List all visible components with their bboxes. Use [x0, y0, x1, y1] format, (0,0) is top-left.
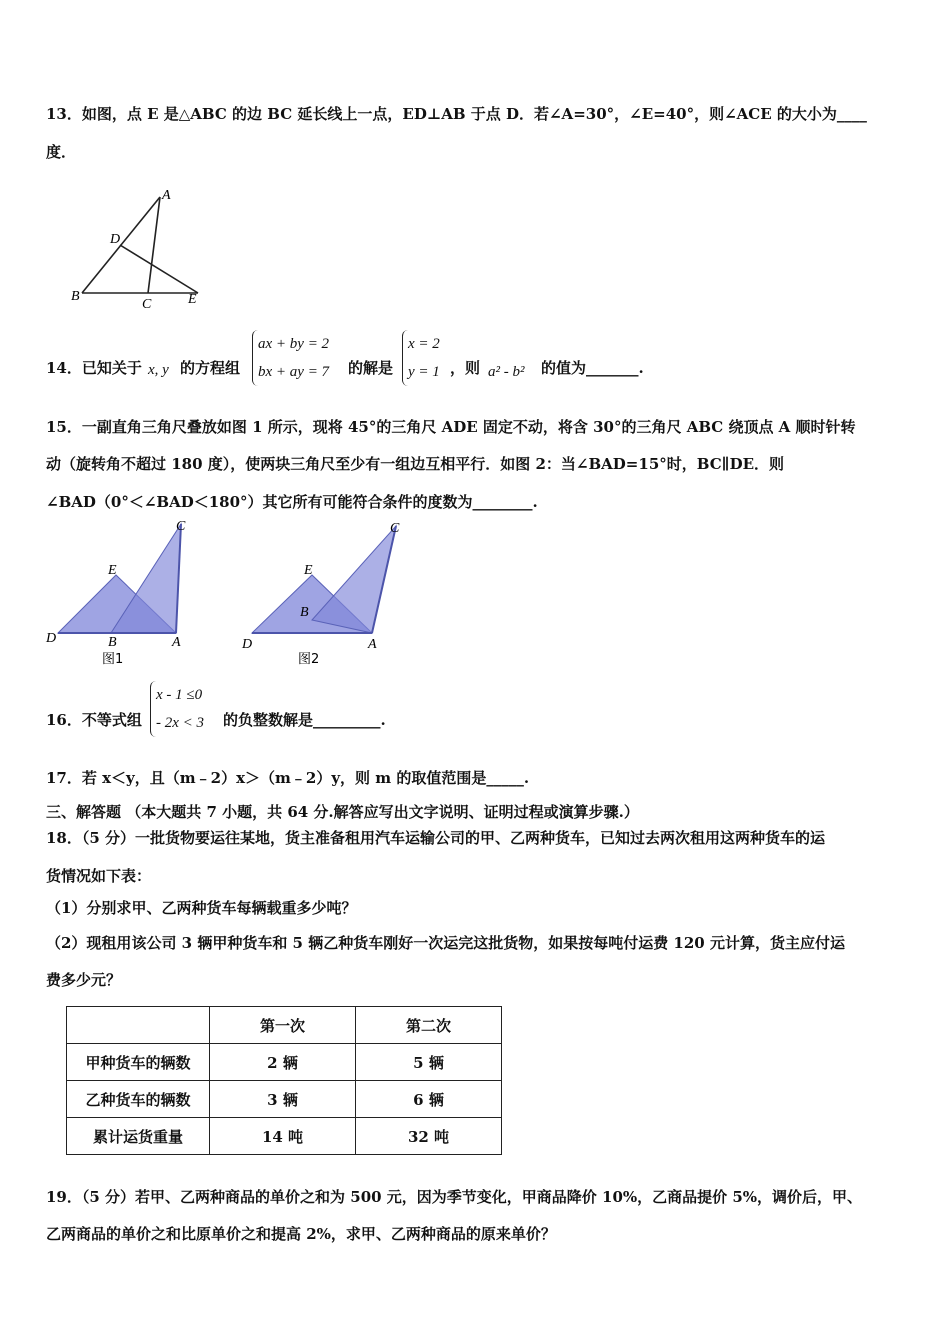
q15-fig1-label-b: B — [108, 635, 117, 650]
q14-sol2: y = 1 — [408, 364, 440, 380]
table-cell: 5 辆 — [356, 1044, 502, 1081]
table-header-cell: 第二次 — [356, 1007, 502, 1044]
q15-fig2-label-d: D — [242, 637, 253, 652]
q19-line1: 19．（5 分）若甲、乙两种商品的单价之和为 500 元，因为季节变化，甲商品降价 10%，乙商品提价 5%，调价后，甲、 — [46, 1188, 863, 1206]
q13-triangle-figure — [60, 185, 220, 310]
q14-expr: a² - b² — [488, 364, 525, 380]
q14 — [46, 328, 926, 388]
q18-line2: 货情况如下表： — [46, 867, 152, 885]
table-row — [67, 1044, 502, 1081]
table-cell: 累计运货重量 — [67, 1118, 210, 1155]
q18-line1: 18．（5 分）一批货物要运往某地，货主准备租用汽车运输公司的甲、乙两种货车，已知过去两次租用这两种货车的运 — [46, 829, 826, 847]
q18-cargo-table — [66, 1006, 502, 1155]
q16-suffix: 的负整数解是_________. — [223, 711, 386, 729]
table-cell: 乙种货车的辆数 — [67, 1081, 210, 1118]
q16-ineq2: - 2x < 3 — [156, 715, 205, 731]
q15-fig1-label-e: E — [108, 563, 117, 578]
q16-prefix: 16．不等式组 — [46, 711, 142, 729]
q13-label-b: B — [71, 289, 80, 304]
table-header-row — [67, 1007, 502, 1044]
q16-inequality-system — [150, 681, 204, 737]
q14-suffix: 的值为_______. — [541, 359, 644, 377]
table-cell: 14 吨 — [210, 1118, 356, 1155]
q14-sol1: x = 2 — [408, 336, 440, 352]
q13-line1: 13．如图，点 E 是△ABC 的边 BC 延长线上一点，ED⊥AB 于点 D．若∠A=30°，∠E=40°，则∠ACE 的大小为____ — [46, 105, 867, 123]
q15-line2: 动（旋转角不超过 180 度），使两块三角尺至少有一组边互相平行．如图 2：当∠BAD=15°时，BC∥DE．则 — [46, 455, 785, 473]
q14-prefix: 14．已知关于 — [46, 359, 142, 377]
table-cell: 3 辆 — [210, 1081, 356, 1118]
q14-vars: x, y — [148, 362, 169, 378]
table-cell: 2 辆 — [210, 1044, 356, 1081]
q16-ineq1: x - 1 ≤0 — [156, 687, 203, 703]
q15-line3: ∠BAD（0°＜∠BAD＜180°）其它所有可能符合条件的度数为________. — [46, 493, 538, 511]
q13-label-a: A — [162, 188, 171, 203]
q18-part2-line1: （2）现租用该公司 3 辆甲种货车和 5 辆乙种货车刚好一次运完这批货物，如果按每吨付运费 120 元计算，货主应付运 — [46, 934, 845, 952]
q15-fig2-label-e: E — [304, 563, 313, 578]
q14-mid2: 的解是 — [348, 359, 394, 377]
q19-line2: 乙两商品的单价之和比原单价之和提高 2%，求甲、乙两种商品的原来单价？ — [46, 1225, 556, 1243]
q14-equation-system — [252, 330, 329, 386]
q15-fig1-caption: 图1 — [102, 652, 124, 667]
q15-fig2-label-b: B — [300, 605, 309, 620]
table-cell: 甲种货车的辆数 — [67, 1044, 210, 1081]
q14-solution-system — [402, 330, 440, 386]
q13-label-c: C — [142, 297, 152, 310]
q16 — [46, 680, 646, 740]
table-header-cell: 第一次 — [210, 1007, 356, 1044]
q15-figure-2 — [238, 518, 408, 670]
table-row — [67, 1081, 502, 1118]
table-row — [67, 1118, 502, 1155]
q15-fig1-label-a: A — [172, 635, 181, 650]
q15-fig2-caption: 图2 — [298, 652, 320, 667]
table-header-cell — [67, 1007, 210, 1044]
q14-mid: 的方程组 — [180, 359, 241, 377]
table-cell: 32 吨 — [356, 1118, 502, 1155]
q14-mid3: ，则 — [450, 359, 481, 377]
q13-line2: 度． — [46, 143, 77, 161]
q14-eq1: ax + by = 2 — [258, 336, 330, 352]
q18-part1: （1）分别求甲、乙两种货车每辆载重多少吨？ — [46, 899, 357, 917]
table-cell: 6 辆 — [356, 1081, 502, 1118]
q15-line1: 15．一副直角三角尺叠放如图 1 所示，现将 45°的三角尺 ADE 固定不动，将含 30°的三角尺 ABC 绕顶点 A 顺时针转 — [46, 418, 856, 436]
section3-heading: 三、解答题 （本大题共 7 小题，共 64 分.解答应写出文字说明、证明过程或演算步骤.） — [46, 803, 639, 821]
q15-figure-1 — [44, 518, 194, 670]
q17-text: 17．若 x＜y，且（m﹣2）x＞（m﹣2）y，则 m 的取值范围是_____. — [46, 769, 530, 787]
q13-label-d: D — [110, 232, 121, 247]
q15-fig2-label-a: A — [368, 637, 377, 652]
q15-fig1-label-c: C — [176, 519, 186, 534]
q15-fig1-label-d: D — [46, 631, 57, 646]
q13-label-e: E — [188, 292, 197, 307]
q14-eq2: bx + ay = 7 — [258, 364, 330, 380]
q15-fig2-label-c: C — [390, 521, 400, 536]
q18-part2-line2: 费多少元？ — [46, 971, 122, 989]
